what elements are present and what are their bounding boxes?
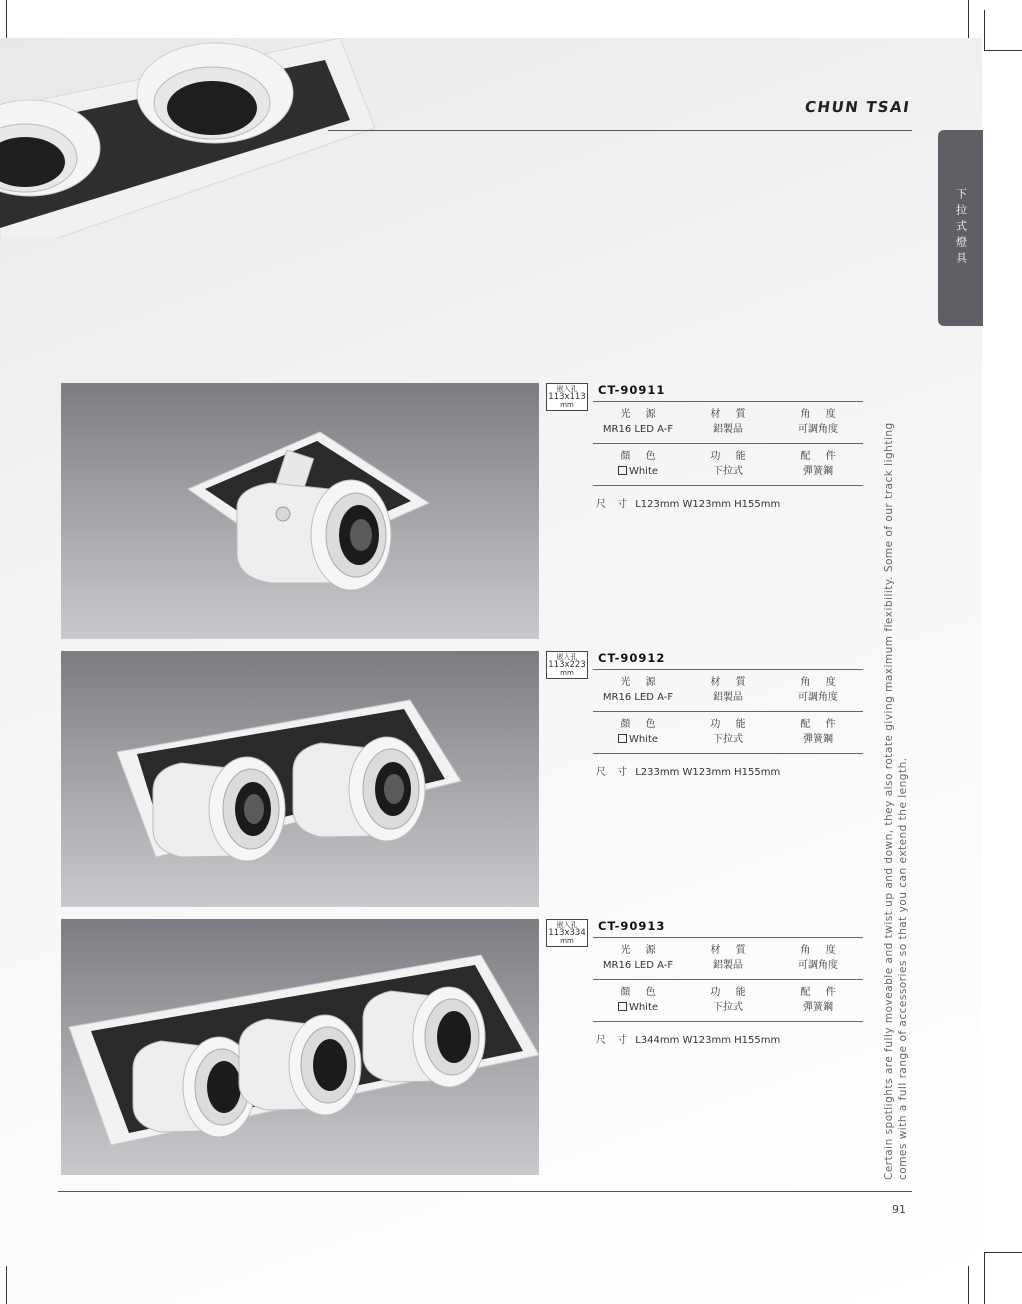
side-tab [938, 130, 983, 326]
angle-value: 可調角度 [798, 960, 838, 971]
dimensions-label: 尺 寸 [596, 1035, 632, 1046]
color-value: White [628, 466, 659, 477]
dimensions-label: 尺 寸 [596, 499, 632, 510]
accessory-label: 配 件 [800, 987, 842, 998]
angle-value: 可調角度 [798, 692, 838, 703]
accessory-value: 彈簧鋼 [803, 466, 833, 477]
function-label: 功 能 [710, 987, 752, 998]
spec-rule [593, 711, 863, 712]
checkbox-icon [618, 1002, 627, 1011]
spec-rule [593, 443, 863, 444]
spec-row-2 [593, 985, 863, 1015]
angle-value: 可調角度 [798, 424, 838, 435]
color-value: White [628, 1002, 659, 1013]
cutout-unit: mm [560, 937, 574, 945]
crop-mark [6, 1266, 7, 1304]
material-value: 鋁製品 [713, 960, 743, 971]
spec-rule [593, 401, 863, 402]
color-label: 顏 色 [620, 451, 662, 462]
light-source-label: 光 源 [620, 677, 662, 688]
product-photo-1 [61, 383, 539, 639]
cutout-badge [546, 919, 588, 947]
spec-rule [593, 485, 863, 486]
accessory-value: 彈簧鋼 [803, 1002, 833, 1013]
function-value: 下拉式 [713, 1002, 743, 1013]
spec-row-2 [593, 717, 863, 747]
angle-label: 角 度 [800, 945, 842, 956]
material-value: 鋁製品 [713, 692, 743, 703]
dimensions-value: L123mm W123mm H155mm [635, 499, 781, 510]
model-number: CT-90913 [598, 919, 666, 933]
crop-mark [984, 1252, 985, 1304]
material-label: 材 質 [710, 677, 752, 688]
material-label: 材 質 [710, 409, 752, 420]
light-source-label: 光 源 [620, 409, 662, 420]
spec-rule [593, 669, 863, 670]
function-label: 功 能 [710, 719, 752, 730]
dimensions [596, 495, 780, 510]
color-value: White [628, 734, 659, 745]
cutout-label: 嵌入孔 [556, 385, 578, 393]
angle-label: 角 度 [800, 677, 842, 688]
cutout-badge [546, 383, 588, 411]
description-text: Certain spotlights are fully moveable and twist up and down, they also rotate giving maximum flexibility. Some of our track lighting comes with a full range of accessories so that you can extend the length. [883, 422, 909, 1180]
light-source-label: 光 源 [620, 945, 662, 956]
product-photo-3 [61, 919, 539, 1175]
cutout-badge [546, 651, 588, 679]
angle-label: 角 度 [800, 409, 842, 420]
cutout-size: 113x223 [548, 660, 586, 670]
light-source-value: MR16 LED A-F [602, 692, 674, 703]
color-label: 顏 色 [620, 987, 662, 998]
function-value: 下拉式 [713, 466, 743, 477]
dimensions-label: 尺 寸 [596, 767, 632, 778]
crop-mark [968, 0, 969, 38]
cutout-unit: mm [560, 669, 574, 677]
function-label: 功 能 [710, 451, 752, 462]
spec-rule [593, 753, 863, 754]
header-rule [328, 130, 912, 131]
light-source-value: MR16 LED A-F [602, 960, 674, 971]
checkbox-icon [618, 734, 627, 743]
spec-row-1 [593, 407, 863, 437]
brand-logo: CHUN TSAI [803, 98, 912, 116]
function-value: 下拉式 [713, 734, 743, 745]
footer-rule [58, 1191, 912, 1192]
spec-row-1 [593, 943, 863, 973]
spec-row-2 [593, 449, 863, 479]
cutout-label: 嵌入孔 [556, 921, 578, 929]
model-number: CT-90912 [598, 651, 666, 665]
accessory-label: 配 件 [800, 451, 842, 462]
checkbox-icon [618, 466, 627, 475]
light-source-value: MR16 LED A-F [602, 424, 674, 435]
spec-row-1 [593, 675, 863, 705]
dimensions-value: L233mm W123mm H155mm [635, 767, 781, 778]
cutout-label: 嵌入孔 [556, 653, 578, 661]
material-value: 鋁製品 [713, 424, 743, 435]
accessory-label: 配 件 [800, 719, 842, 730]
cutout-size: 113x113 [548, 392, 586, 402]
crop-mark [984, 10, 985, 50]
crop-mark [984, 50, 1022, 51]
material-label: 材 質 [710, 945, 752, 956]
dimensions [596, 763, 780, 778]
cutout-unit: mm [560, 401, 574, 409]
dimensions-value: L344mm W123mm H155mm [635, 1035, 781, 1046]
hero-fixture-image [0, 38, 390, 238]
model-number: CT-90911 [598, 383, 666, 397]
accessory-value: 彈簧鋼 [803, 734, 833, 745]
crop-mark [984, 1252, 1022, 1253]
product-photo-2 [61, 651, 539, 907]
cutout-size: 113x334 [548, 928, 586, 938]
color-label: 顏 色 [620, 719, 662, 730]
spec-rule [593, 1021, 863, 1022]
page-number: 91 [892, 1203, 906, 1216]
side-tab-label: 下拉式燈具 [954, 188, 968, 268]
spec-rule [593, 937, 863, 938]
spec-rule [593, 979, 863, 980]
crop-mark [6, 0, 7, 38]
dimensions [596, 1031, 780, 1046]
crop-mark [968, 1266, 969, 1304]
